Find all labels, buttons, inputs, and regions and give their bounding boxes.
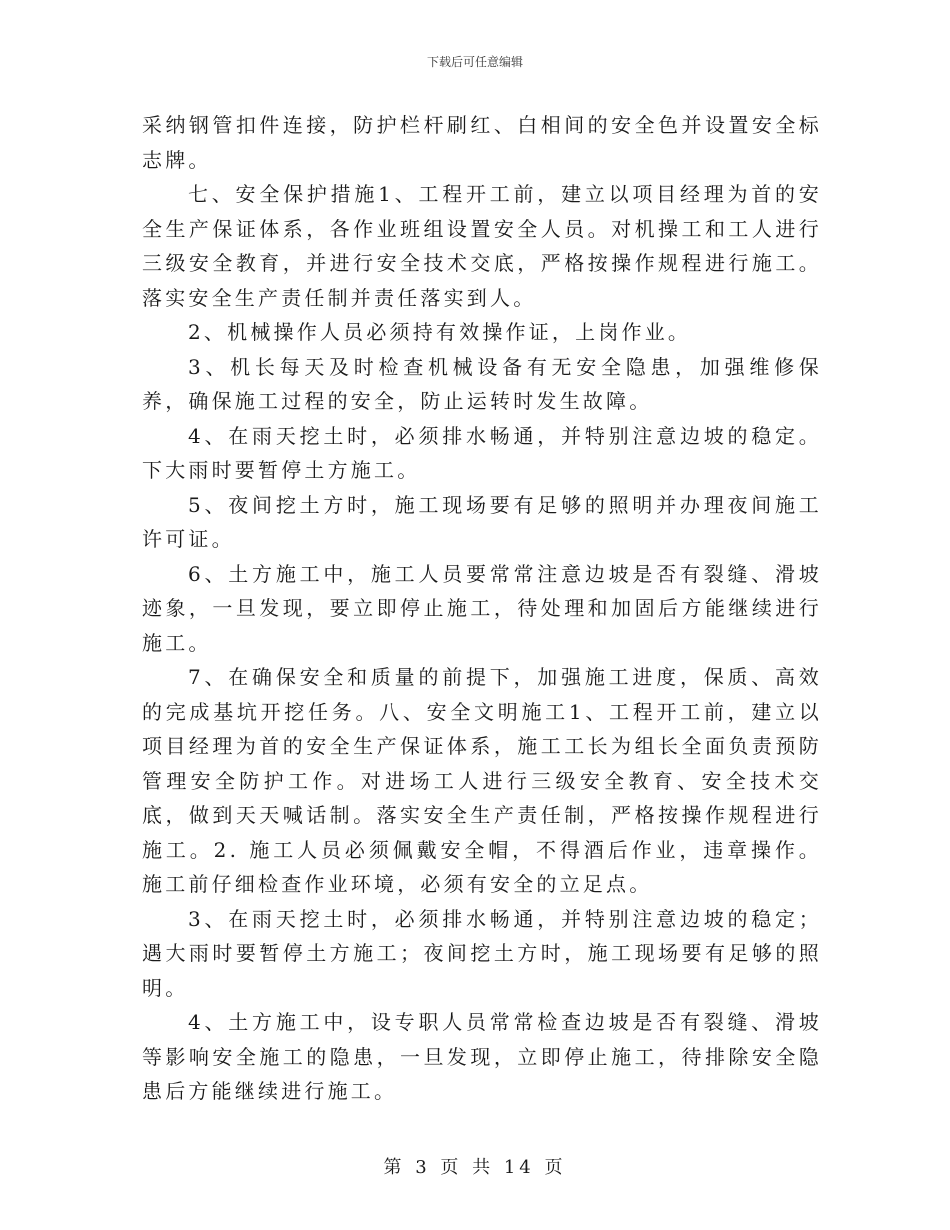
paragraph-6: 5、夜间挖土方时，施工现场要有足够的照明并办理夜间施工许可证。 <box>142 492 822 551</box>
paragraph-5: 4、在雨天挖土时，必须排水畅通，并特别注意边坡的稳定。下大雨时要暂停土方施工。 <box>142 423 822 482</box>
paragraph-10: 4、土方施工中，设专职人员常常检查边坡是否有裂缝、滑坡等影响安全施工的隐患，一旦发现，立即停止施工，待排除安全隐患后方能继续进行施工。 <box>142 1010 822 1103</box>
paragraph-9: 3、在雨天挖土时，必须排水畅通，并特别注意边坡的稳定；遇大雨时要暂停土方施工；夜间挖土方时，施工现场要有足够的照明。 <box>142 906 822 1000</box>
paragraph-7: 6、土方施工中，施工人员要常常注意边坡是否有裂缝、滑坡迹象，一旦发现，要立即停止施工，待处理和加固后方能继续进行施工。 <box>142 561 822 655</box>
paragraph-8: 7、在确保安全和质量的前提下，加强施工进度，保质、高效的完成基坑开挖任务。八、安全文明施工1、工程开工前，建立以项目经理为首的安全生产保证体系，施工工长为组长全面负责预防管理安全防护工作。对进场工人进行三级安全教育、安全技术交底，做到天天喊话制。落实安全生产责任制，严格按操作规程进行施工。2. 施工人员必须佩戴安全帽，不得酒后作业，违章操作。施工前仔细检查作业环境，必须有安全的立足点。 <box>142 665 822 896</box>
page-header: 下载后可任意编辑 <box>426 55 523 69</box>
document-body <box>142 108 822 1109</box>
paragraph-4: 3、机长每天及时检查机械设备有无安全隐患，加强维修保养，确保施工过程的安全，防止运转时发生故障。 <box>142 354 822 413</box>
paragraph-2: 七、安全保护措施1、工程开工前，建立以项目经理为首的安全生产保证体系，各作业班组设置安全人员。对机操工和工人进行三级安全教育，并进行安全技术交底，严格按操作规程进行施工。落实安全生产责任制并责任落实到人。 <box>142 182 822 310</box>
page-number-footer: 第 3 页 共 14 页 <box>383 1157 567 1178</box>
paragraph-1: 采纳钢管扣件连接，防护栏杆刷红、白相间的安全色并设置安全标志牌。 <box>142 113 822 172</box>
paragraph-3: 2、机械操作人员必须持有效操作证，上岗作业。 <box>188 320 692 344</box>
